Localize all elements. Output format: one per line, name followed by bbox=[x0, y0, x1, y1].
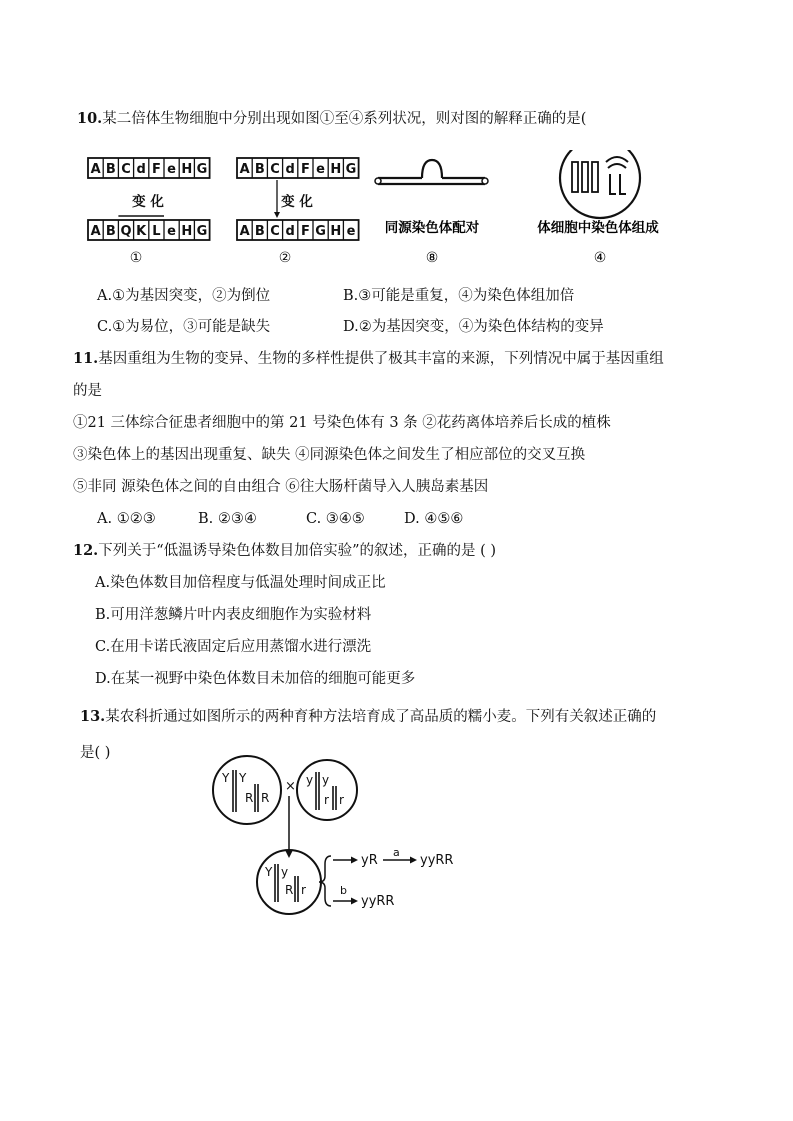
f1-gene-r1: R bbox=[285, 883, 294, 897]
fig1-top-gene: A bbox=[90, 162, 101, 177]
fig2-arrowhead bbox=[274, 212, 280, 218]
cross-symbol: × bbox=[285, 779, 296, 794]
q10-figure-4 bbox=[537, 150, 659, 266]
q10-option-c: C.①为易位，③可能是缺失 bbox=[97, 319, 271, 335]
q10-option-a: A.①为基因突变，②为倒位 bbox=[97, 288, 271, 304]
q13-stem-line2: 是( ) bbox=[80, 745, 111, 761]
q12-stem-text: 下列关于“低温诱导染色体数目加倍实验”的叙述，正确的是 ( ) bbox=[98, 543, 497, 559]
fig2-bottom-gene: C bbox=[270, 224, 280, 239]
fig1-caption: ① bbox=[129, 250, 143, 266]
q10-figures bbox=[80, 150, 680, 275]
branch-a-label: a bbox=[393, 846, 400, 859]
fig1-top-gene: e bbox=[167, 162, 177, 177]
fig2-bottom-gene: d bbox=[285, 224, 295, 239]
q11-option-b: B. ②③④ bbox=[198, 511, 257, 527]
fig2-top-gene: e bbox=[316, 162, 326, 177]
fig2-top-gene: H bbox=[330, 162, 342, 177]
q10-figure-1 bbox=[88, 158, 210, 266]
fig1-bottom-gene: Q bbox=[120, 224, 132, 239]
fig2-bottom-gene: F bbox=[300, 224, 310, 239]
q10-fig4-label: 体细胞中染色体组成 bbox=[537, 220, 659, 236]
f1-gene-y2: y bbox=[281, 865, 289, 879]
q11-stem-text: 基因重组为生物的变异、生物的多样性提供了极其丰富的来源，下列情况中属于基因重组 bbox=[98, 351, 664, 367]
q10-figure-3 bbox=[375, 160, 488, 266]
q13-breeding-diagram bbox=[205, 752, 475, 922]
q11-stem-line1 bbox=[73, 350, 664, 368]
fig1-top-gene: d bbox=[136, 162, 146, 177]
q10-figure-2 bbox=[237, 158, 359, 266]
fig1-top-gene: C bbox=[121, 162, 131, 177]
f1-gene-y1: Y bbox=[265, 865, 273, 879]
parent2-gene-y2: y bbox=[322, 773, 330, 787]
fig1-top-gene: H bbox=[181, 162, 193, 177]
q10-fig3-label: 同源染色体配对 bbox=[384, 220, 480, 236]
q12-stem bbox=[73, 542, 496, 560]
fig1-bottom-gene: G bbox=[196, 224, 208, 239]
q13-number: 13. bbox=[80, 708, 106, 725]
f1-gene-r2: r bbox=[301, 883, 306, 897]
fig1-bottom-gene: e bbox=[167, 224, 177, 239]
branch-a-result: yyRR bbox=[420, 853, 454, 868]
parent1-gene-y2: Y bbox=[239, 771, 247, 785]
fig2-bottom-gene: H bbox=[330, 224, 342, 239]
branch-b-result: yyRR bbox=[361, 894, 395, 909]
fig1-bottom-gene: K bbox=[136, 224, 147, 239]
fig1-top-gene: F bbox=[151, 162, 161, 177]
q12-option-a: A.染色体数目加倍程度与低温处理时间成正比 bbox=[95, 575, 386, 591]
fig2-label: 变 化 bbox=[281, 194, 313, 210]
q11-item-1: ①21 三体综合征患者细胞中的第 21 号染色体有 3 条 ②花药离体培养后长成的植株 bbox=[73, 415, 611, 431]
q12-option-c: C.在用卡诺氏液固定后应用蒸馏水进行漂洗 bbox=[95, 639, 372, 655]
f1-cell bbox=[257, 850, 321, 914]
fig2-top-gene: C bbox=[270, 162, 280, 177]
fig2-top-gene: G bbox=[345, 162, 357, 177]
fig1-bottom-gene: L bbox=[152, 224, 161, 239]
q10-fig3-caption: ⑧ bbox=[425, 250, 439, 266]
q11-option-c: C. ③④⑤ bbox=[306, 511, 365, 527]
q10-number: 10. bbox=[77, 110, 103, 127]
q12-option-b: B.可用洋葱鳞片叶内表皮细胞作为实验材料 bbox=[95, 607, 372, 623]
q13-stem-text: 某农科折通过如图所示的两种育种方法培育成了高品质的糯小麦。下列有关叙述正确的 bbox=[105, 709, 657, 725]
parent2-cell bbox=[297, 760, 357, 820]
parent1-gene-r1: R bbox=[245, 791, 254, 805]
fig1-bottom-gene: A bbox=[90, 224, 101, 239]
parent1-gene-r2: R bbox=[261, 791, 270, 805]
branch-a-intermediate: yR bbox=[361, 853, 378, 868]
parent2-gene-r1: r bbox=[324, 793, 329, 807]
fig2-top-gene: B bbox=[254, 162, 265, 177]
q10-fig4-caption: ④ bbox=[593, 250, 607, 266]
q10-stem-text: 某二倍体生物细胞中分别出现如图①至④系列状况，则对图的解释正确的是( bbox=[102, 111, 587, 127]
q11-number: 11. bbox=[73, 350, 99, 367]
q11-option-a: A. ①②③ bbox=[97, 511, 156, 527]
parent2-gene-y1: y bbox=[306, 773, 314, 787]
fig2-bottom-gene: G bbox=[315, 224, 326, 239]
q10-option-b: B.③可能是重复，④为染色体组加倍 bbox=[343, 288, 575, 304]
q11-stem-line2: 的是 bbox=[73, 383, 102, 399]
fig1-bottom-gene: B bbox=[105, 224, 116, 239]
fig2-bottom-gene: B bbox=[254, 224, 265, 239]
q12-number: 12. bbox=[73, 542, 99, 559]
fig1-top-gene: G bbox=[196, 162, 208, 177]
fig2-top-gene: F bbox=[300, 162, 310, 177]
fig2-top-gene: A bbox=[239, 162, 250, 177]
q10-stem bbox=[77, 110, 586, 128]
parent1-gene-y1: Y bbox=[222, 771, 230, 785]
fig1-top-gene: B bbox=[105, 162, 116, 177]
fig1-label: 变 化 bbox=[132, 194, 164, 210]
parent2-gene-r2: r bbox=[339, 793, 344, 807]
q11-option-d: D. ④⑤⑥ bbox=[404, 511, 464, 527]
fig1-bottom-gene: H bbox=[181, 224, 193, 239]
q12-option-d: D.在某一视野中染色体数目未加倍的细胞可能更多 bbox=[95, 671, 416, 687]
fig2-top-gene: d bbox=[285, 162, 295, 177]
q13-stem-line1 bbox=[80, 708, 656, 726]
fig2-bottom-gene: A bbox=[239, 224, 250, 239]
q11-item-2: ③染色体上的基因出现重复、缺失 ④同源染色体之间发生了相应部位的交叉互换 bbox=[73, 447, 586, 463]
fig2-bottom-gene: e bbox=[346, 224, 356, 239]
parent1-cell bbox=[213, 756, 281, 824]
q11-item-3: ⑤非同 源染色体之间的自由组合 ⑥往大肠杆菌导入人胰岛素基因 bbox=[73, 479, 489, 495]
q10-option-d: D.②为基因突变，④为染色体结构的变异 bbox=[343, 319, 604, 335]
fig2-caption: ② bbox=[278, 250, 292, 266]
branch-b-label: b bbox=[340, 884, 347, 897]
